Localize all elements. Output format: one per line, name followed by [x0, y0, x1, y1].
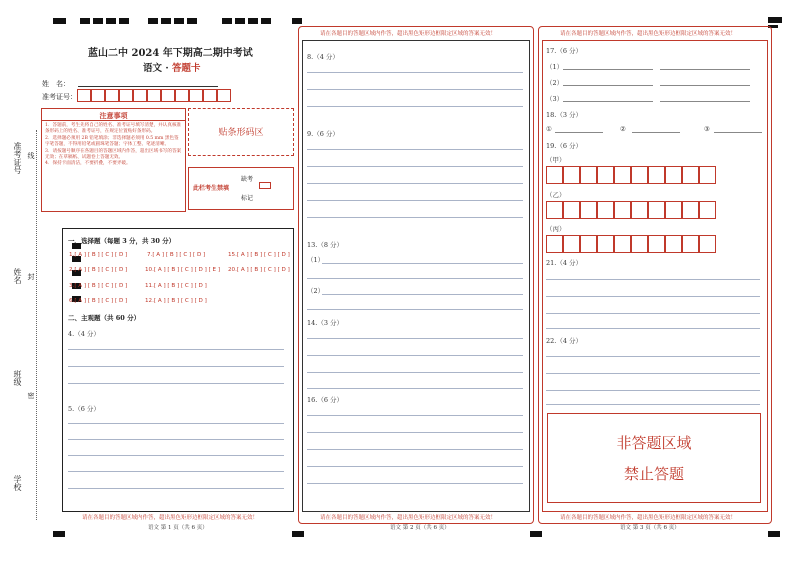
timing-mark — [222, 18, 272, 24]
choice-q20[interactable]: 20.[ A ] [ B ] [ C ] [ D ] — [228, 267, 290, 273]
timing-mark — [768, 17, 782, 23]
subject: 语文 — [143, 63, 163, 74]
choice-q10[interactable]: 10.[ A ] [ B ] [ C ] [ D ] [ E ] — [145, 267, 221, 273]
absent-box — [188, 167, 294, 210]
choice-q1[interactable]: 1.[ A ] [ B ] [ C ] [ D ] — [69, 252, 128, 258]
timing-mark — [292, 18, 302, 24]
choice-q11[interactable]: 11.[ A ] [ B ] [ C ] [ D ] — [145, 283, 207, 289]
footer-p1: 语文 第 1 页（共 6 页） — [148, 525, 208, 531]
exam-no-label: 准考证号： — [42, 93, 77, 101]
sheet-type: 答题卡 — [171, 63, 201, 74]
choice-q15[interactable]: 15.[ A ] [ B ] [ C ] [ D ] — [228, 252, 290, 258]
notice-item: 1．答题前，考生先将自己的姓名、准考证号填写清楚，并认真核准条形码上的姓名、准考证号，在规定位置贴好条形码。 — [45, 123, 182, 135]
question-22: 22.（4 分） — [546, 337, 583, 345]
question-4: 4.（4 分） — [68, 330, 100, 338]
question-5: 5.（6 分） — [68, 405, 100, 413]
notice-item: 4．保持卡面清洁，不要折叠，不要弄破。 — [45, 161, 131, 167]
question-18: 18.（3 分） — [546, 111, 583, 119]
notice-items — [45, 123, 182, 168]
timing-mark — [53, 531, 65, 537]
question-13: 13.（8 分） — [307, 241, 344, 249]
question-16: 16.（6 分） — [307, 396, 344, 404]
page2-answer-frame — [302, 40, 530, 512]
name-label: 姓 名： — [42, 80, 70, 88]
margin-class: 班级 — [13, 370, 22, 386]
notice-box — [41, 108, 186, 212]
margin-name: 姓名 — [13, 268, 22, 284]
absent-label: 此栏考生禁填 — [193, 185, 230, 192]
question-19-a: （甲） — [546, 156, 566, 164]
absent-checkbox[interactable] — [259, 182, 271, 189]
choice-q2[interactable]: 2.[ A ] [ B ] [ C ] [ D ] — [69, 267, 128, 273]
boundary-notice-p2: 请在各题目的答题区域内作答，超出黑色矩形边框限定区域的答案无效！ — [320, 515, 497, 521]
no-answer-line1: 非答题区域 — [616, 434, 692, 452]
question-19: 19.（6 分） — [546, 142, 583, 150]
margin-seal: 封 — [27, 273, 35, 280]
question-17-3: （3） — [546, 95, 564, 103]
question-21: 21.（4 分） — [546, 259, 583, 267]
binding-line — [36, 130, 37, 520]
margin-dense: 密 — [27, 392, 35, 399]
question-8: 8.（4 分） — [307, 53, 339, 61]
margin-line: 线 — [27, 152, 35, 159]
timing-mark — [80, 18, 130, 24]
name-field[interactable] — [78, 86, 218, 87]
timing-mark — [148, 18, 198, 24]
choice-q12[interactable]: 12.[ A ] [ B ] [ C ] [ D ] — [145, 298, 207, 304]
choice-q6[interactable]: 6.[ A ] [ B ] [ C ] [ D ] — [69, 298, 128, 304]
boundary-notice-p2-top: 请在各题目的答题区域内作答，超出黑色矩形边框限定区域的答案无效！ — [320, 31, 497, 37]
question-18-3: ③ — [704, 125, 710, 133]
question-18-2: ② — [620, 125, 626, 133]
question-17-2: （2） — [546, 79, 564, 87]
footer-p3: 语文 第 3 页（共 6 页） — [620, 525, 680, 531]
no-answer-zone — [547, 413, 761, 503]
timing-mark — [53, 18, 66, 24]
no-answer-line2: 禁止答题 — [623, 465, 684, 483]
notice-item: 2．选择题必须用 2B 铅笔填涂；非选择题必须用 0.5 mm 黑色签字笔答题，不得用铅笔或圆珠笔答题；字体工整、笔迹清晰。 — [45, 135, 179, 148]
question-17: 17.（6 分） — [546, 47, 583, 55]
boundary-notice-p3: 请在各题目的答题区域内作答，超出黑色矩形边框限定区域的答案无效！ — [560, 515, 737, 521]
question-13-2: （2） — [307, 287, 325, 295]
question-17-1: （1） — [546, 63, 564, 71]
timing-mark — [768, 531, 780, 537]
timing-mark — [292, 531, 304, 537]
margin-exam-no: 准考证号 — [13, 142, 22, 174]
boundary-notice-p1: 请在各题目的答题区域内作答，超出黑色矩形边框限定区域的答案无效！ — [82, 515, 259, 521]
question-18-1: ① — [546, 125, 552, 133]
subject-line: 语文 · 答题卡 — [143, 63, 201, 74]
margin-school: 学校 — [13, 475, 22, 491]
section1-title: 一、选择题（每题 3 分，共 30 分） — [68, 237, 176, 245]
choice-q7[interactable]: 7.[ A ] [ B ] [ C ] [ D ] — [147, 252, 206, 258]
section2-title: 二、主观题（共 60 分） — [68, 314, 141, 322]
timing-mark — [530, 531, 542, 537]
question-13-1: （1） — [307, 256, 325, 264]
question-14: 14.（3 分） — [307, 319, 344, 327]
question-19-b: （乙） — [546, 191, 566, 199]
notice-item: 3．请按题号顺序在各题目的答题区域内作答，超出区域书写的答案无效；在草稿纸、试题卷上答题无效。 — [45, 148, 182, 161]
notice-title: 注意事项 — [99, 111, 128, 120]
absent-text: 缺考 — [241, 176, 254, 183]
barcode-area — [188, 108, 294, 156]
barcode-label: 贴条形码区 — [218, 128, 264, 138]
boundary-notice-p3-top: 请在各题目的答题区域内作答，超出黑色矩形边框限定区域的答案无效！ — [560, 31, 737, 37]
footer-p2: 语文 第 2 页（共 6 页） — [390, 525, 450, 531]
question-19-c: （丙） — [546, 225, 566, 233]
choice-q3[interactable]: 3.[ A ] [ B ] [ C ] [ D ] — [69, 283, 128, 289]
exam-title: 蓝山二中 2024 年下期高二期中考试 — [88, 48, 253, 59]
mark-text: 标记 — [241, 195, 254, 202]
question-9: 9.（6 分） — [307, 130, 339, 138]
